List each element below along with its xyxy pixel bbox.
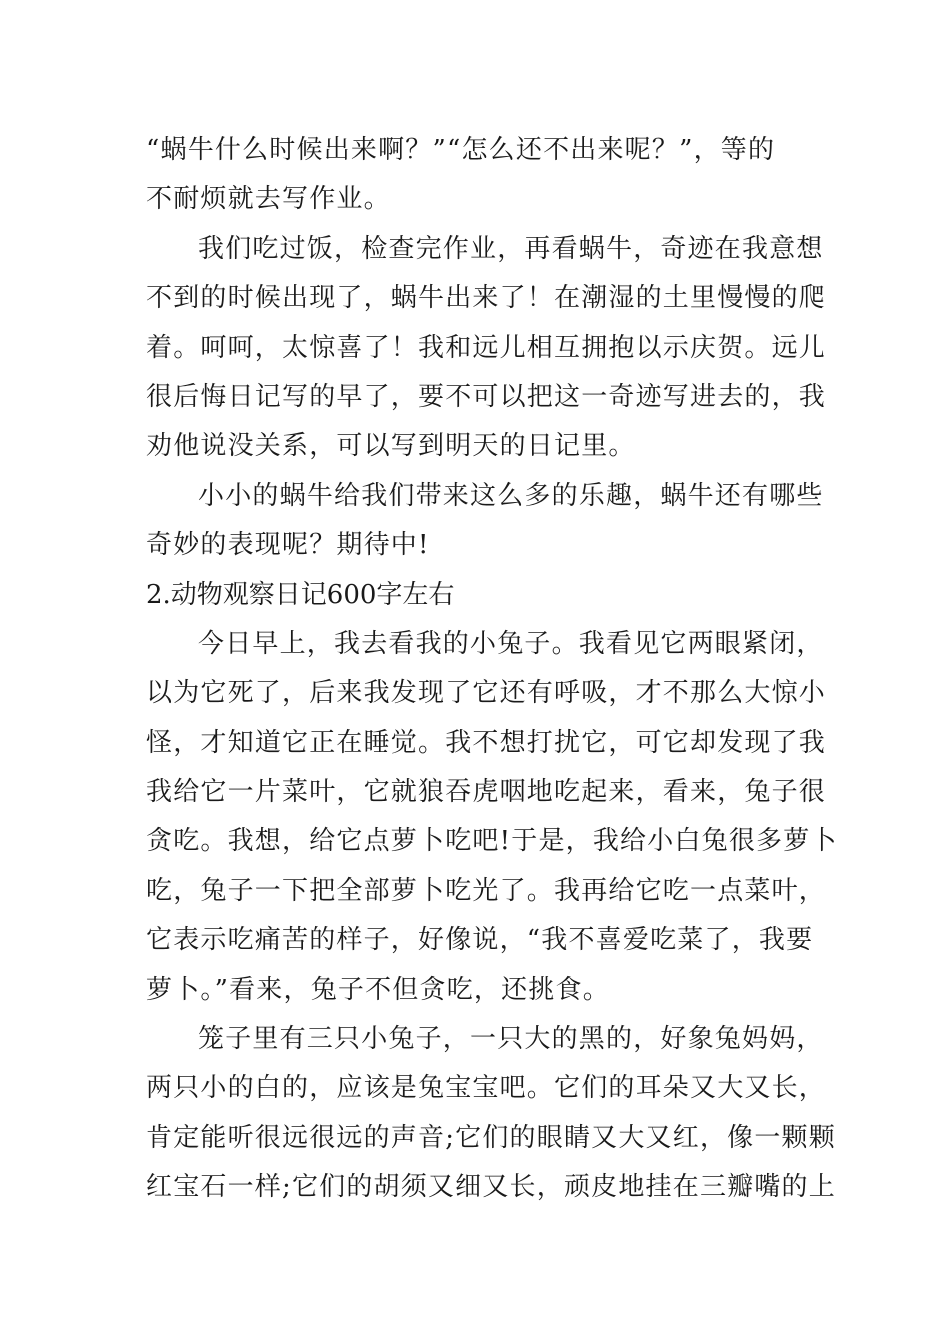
text-line: 贪吃。我想，给它点萝卜吃吧!于是，我给小白兔很多萝卜 bbox=[146, 826, 838, 857]
text-line: 我给它一片菜叶，它就狼吞虎咽地吃起来，看来，兔子很 bbox=[146, 777, 827, 808]
text-line: 怪，才知道它正在睡觉。我不想打扰它，可它却发现了我 bbox=[146, 727, 827, 758]
text-line: 着。呵呵，太惊喜了！我和远儿相互拥抱以示庆贺。远儿 bbox=[146, 332, 827, 363]
text-line: 肯定能听很远很远的声音;它们的眼睛又大又红，像一颗颗 bbox=[146, 1122, 836, 1153]
text-line: 两只小的白的，应该是兔宝宝吧。它们的耳朵又大又长， bbox=[146, 1073, 827, 1104]
body-text bbox=[146, 126, 838, 1213]
text-line: 以为它死了，后来我发现了它还有呼吸，才不那么大惊小 bbox=[146, 678, 827, 709]
paragraph-start-line: 我们吃过饭，检查完作业，再看蜗牛，奇迹在我意想 bbox=[198, 233, 824, 264]
paragraph-start-line: 小小的蜗牛给我们带来这么多的乐趣，蜗牛还有哪些 bbox=[198, 480, 824, 511]
text-line: 萝卜。”看来，兔子不但贪吃，还挑食。 bbox=[146, 974, 610, 1005]
paragraph-start-line: 今日早上，我去看我的小兔子。我看见它两眼紧闭， bbox=[198, 628, 824, 659]
text-line: 奇妙的表现呢？期待中! bbox=[146, 530, 430, 561]
section-heading: 2.动物观察日记600字左右 bbox=[146, 579, 455, 610]
paragraph-start-line: 笼子里有三只小兔子，一只大的黑的，好象兔妈妈， bbox=[198, 1024, 824, 1055]
text-line: 不耐烦就去写作业。 bbox=[146, 184, 391, 215]
text-line: “蜗牛什么时候出来啊？”“怎么还不出来呢？”，等的 bbox=[146, 135, 776, 165]
text-line: 很后悔日记写的早了，要不可以把这一奇迹写进去的，我 bbox=[146, 381, 827, 412]
text-line: 劝他说没关系，可以写到明天的日记里。 bbox=[146, 431, 636, 462]
text-line: 不到的时候出现了，蜗牛出来了！在潮湿的土里慢慢的爬 bbox=[146, 283, 827, 314]
text-line: 它表示吃痛苦的样子，好像说，“我不喜爱吃菜了，我要 bbox=[146, 925, 814, 956]
text-line: 吃，兔子一下把全部萝卜吃光了。我再给它吃一点菜叶， bbox=[146, 875, 827, 906]
text-line: 红宝石一样;它们的胡须又细又长，顽皮地挂在三瓣嘴的上 bbox=[146, 1172, 836, 1203]
